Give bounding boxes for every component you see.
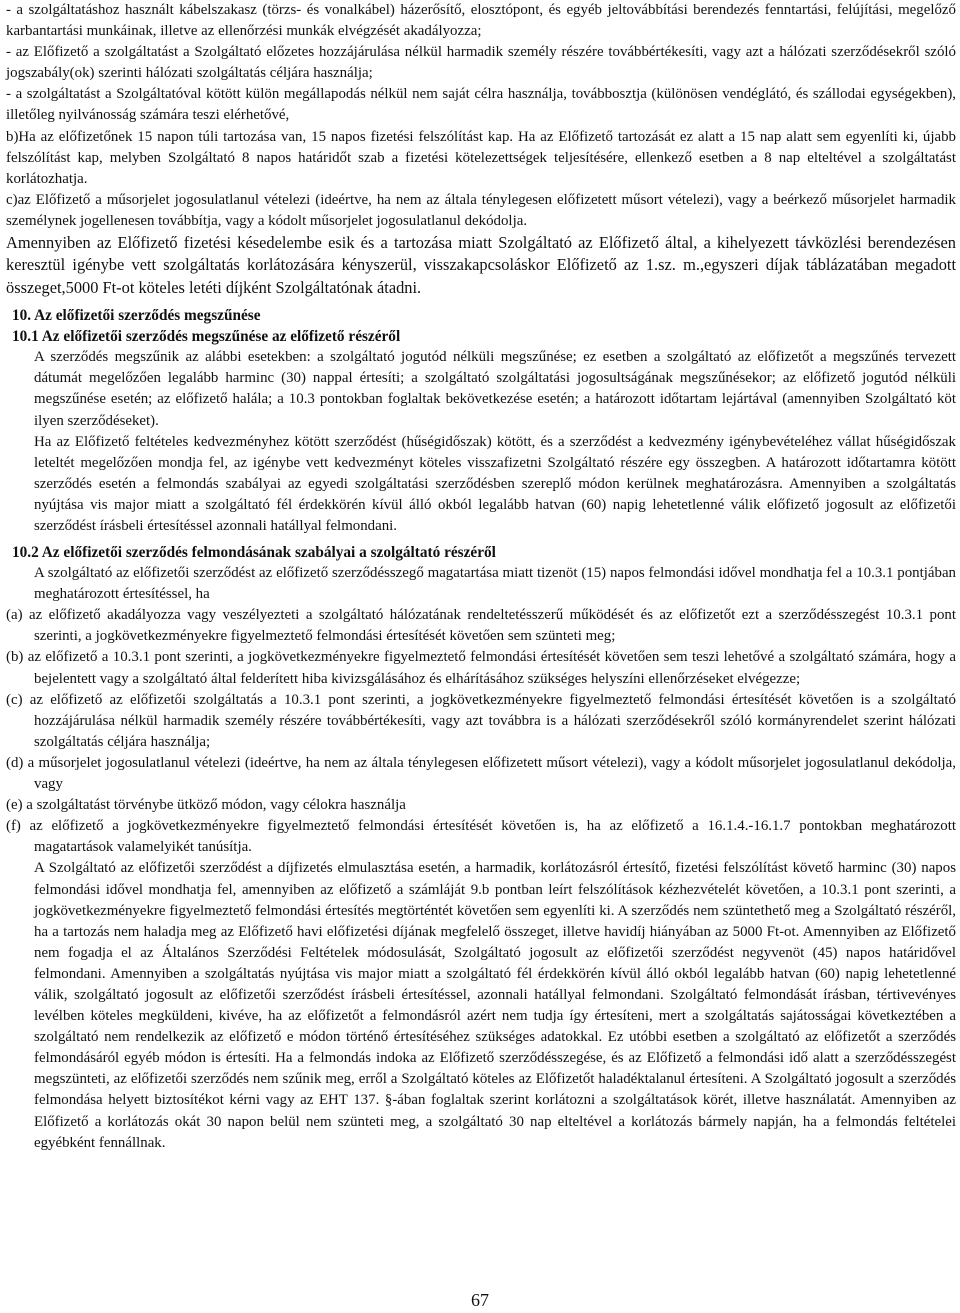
list-item-c: (c) az előfizető az előfizetői szolgáltatás a 10.3.1 pont szerinti, a jogkövetkezményekre figyelmeztető felmondási értesítését követően is a szolgáltató hozzájárulása nélkül harmadik személy részére továbbértékesíti, vagy azt továbbra is a hálózati szerződésekről szóló kormányrendelet szerint hálózati szolgáltatás céljára használja; xyxy=(6,691,956,750)
section-10-1-paragraph: A szerződés megszűnik az alábbi esetekben: a szolgáltató jogutód nélküli megszűnése; ez esetben a szolgáltató az előfizetőt a megszűnés tervezett dátumát megelőzően legalább harminc (30) nappal értesíti; a szolgáltató szolgáltatási jogosultságának megszűnésekor; az előfizető jogutód nélküli megszűnése esetén; az előfizető halála; a 10.3 pontokban foglaltak bekövetkezése esetén; a határozott időtartam lejártával (amennyiben Szolgáltató köt ilyen szerződéseket). xyxy=(34,349,956,429)
bullet-cable-maintenance: - a szolgáltatáshoz használt kábelszakasz (törzs- és vonalkábel) házerősítő, elosztópont, és egyéb jeltovábbítási berendezés fenntartási, felújítási, megelőző karbantartási munkáinak, illetve az ellenőrzési munkák elvégzését akadályozza; xyxy=(6,2,956,40)
section-10-2-heading: 10.2 Az előfizetői szerződés felmondásának szabályai a szolgáltató részéről xyxy=(12,544,496,562)
list-item-f: (f) az előfizető a jogkövetkezményekre figyelmeztető felmondási értesítését követően is, ha az előfizető a 16.1.4.-16.1.7 pontokban meghatározott magatartások valamelyikét tanúsítja. xyxy=(6,818,956,856)
list-item-b: (b) az előfizető a 10.3.1 pont szerinti, a jogkövetkezményekre figyelmeztető felmondási értesítését követően sem teszi lehetővé a szolgáltató számára, hogy a bejelentett vagy a szolgáltató által felderített hiba kivizsgálásához és elhárításához szükséges helyszíni ellenőrzéseket elvégezze; xyxy=(6,649,956,687)
list-item-d: (d) a műsorjelet jogosulatlanul vételezi (ideértve, ha nem az általa ténylegesen előfizetett műsort vételezi), vagy a kódolt műsorjelet jogosulatlanul dekódolja, vagy xyxy=(6,754,956,793)
section-10-2-intro: A szolgáltató az előfizetői szerződést az előfizető szerződésszegő magatartása miatt tizenöt (15) napos felmondási idővel mondhatja fel a 10.3.1 pontjában meghatározott értesítéssel, ha xyxy=(34,565,956,603)
page-number: 67 xyxy=(471,1290,489,1310)
section-10-1-paragraph: Ha az Előfizető feltételes kedvezményhez kötött szerződést (hűségidőszak) kötött, és a szerződést a kedvezmény igénybevételéhez vállat hűségidőszak leteltét megelőzően mondja fel, az igénybe vett kedvezményt köteles visszafizetni Szolgáltató részére egy összegben. A határozott időtartamra kötött szerződés esetén a felmondás szabályai az egyedi szolgáltatási szerződésben szereplő módon kerülnek meghatározásra. Amennyiben a szolgáltatás nyújtása vis major miatt a szolgáltató fél érdekkörén kívül álló okból legalább hatvan (60) napig lehetetlenné válik előfizető jogosult az előfizetői szerződést írásbeli értesítéssel azonnali hatállyal felmondani. xyxy=(34,433,956,534)
section-10-heading: 10. Az előfizetői szerződés megszűnése xyxy=(12,307,261,325)
bullet-resale: - az Előfizető a szolgáltatást a Szolgáltató előzetes hozzájárulása nélkül harmadik személy részére továbbértékesíti, vagy azt a hálózati szerződésekről szóló jogszabály(ok) szerinti hálózati szolgáltatás céljára használja; xyxy=(6,44,956,82)
section-10-1-heading: 10.1 Az előfizetői szerződés megszűnése az előfizető részéről xyxy=(12,328,401,346)
list-item-e: (e) a szolgáltatást törvénybe ütköző módon, vagy célokra használja xyxy=(6,797,406,814)
paragraph-reconnection-fee: Amennyiben az Előfizető fizetési késedelembe esik és a tartozása miatt Szolgáltató az Előfizető által, a kihelyezett távközlési berendezésen keresztül igénybe vett szolgáltatás korlátozására kényszerül, visszakapcsoláskor Előfizető az 1.sz. m.,egyszeri díjak táblázatában megadott összeget,5000 Ft-ot köteles letéti díjként Szolgáltatónak átadni. xyxy=(6,233,956,297)
clause-c-signal-misuse: c)az Előfizető a műsorjelet jogosulatlanul vételezi (ideértve, ha nem az általa ténylegesen előfizetett műsort vételezi), vagy a beérkező műsorjelet harmadik személynek jogellenesen továbbítja, vagy a kódolt műsorjelet jogosulatlanul dekódolja. xyxy=(6,191,956,229)
clause-b-overdue: b)Ha az előfizetőnek 15 napon túli tartozása van, 15 napos fizetési felszólítást kap. Ha az Előfizető tartozását ez alatt a 15 nap alatt sem egyenlíti ki, újabb felszólítást kap, melyben Szolgáltató 8 napos határidőt szab a fizetési kötelezettségek teljesítésére, ellenkező esetben a 8 nap elteltével a szolgáltatást korlátozhatja. xyxy=(6,128,956,187)
document-body xyxy=(6,0,956,1154)
list-item-a: (a) az előfizető akadályozza vagy veszélyezteti a szolgáltató hálózatának rendeltetésszerű működését és az előfizetőt ezt a szerződésszegést 10.3.1 pont szerinti, a jogkövetkezményekre figyelmeztető felmondási értesítését követően sem szünteti meg; xyxy=(6,607,956,645)
bullet-redistribution: - a szolgáltatást a Szolgáltatóval kötött külön megállapodás nélkül nem saját célra használja, továbbosztja (különösen vendéglátó, és szállodai egységekben), illetőleg nyilvánosság számára teszi elérhetővé, xyxy=(6,86,956,124)
section-10-2-closing: A Szolgáltató az előfizetői szerződést a díjfizetés elmulasztása esetén, a harmadik, korlátozásról értesítő, fizetési felszólítást követő harminc (30) napos felmondási idővel mondhatja fel, amennyiben az előfizető a számláját 9.b pontban leírt felszólítások kézhezvételét követően, a 10.3.1 pont szerinti, a jogkövetkezményekre figyelmeztető felmondási értesítés megtörténtét követően sem egyenlíti ki. A szerződés nem szüntethető meg a Szolgáltató részéről, ha a tartozás nem haladja meg az Előfizető havi előfizetési díjának megfelelő összeget, illetve havidíj hiányában az 5000 Ft-ot. Amennyiben az Előfizető nem fogadja el az Általános Szerződési Feltételek módosulását, Szolgáltató jogosult az előfizetői szerződést negyvenöt (45) napos határidővel felmondani. Amennyiben a szolgáltatás nyújtása vis major miatt a szolgáltató fél érdekkörén kívül álló okból legalább hatvan (60) napig lehetetlenné válik, szolgáltató jogosult az előfizetői szerződést írásbeli értesítéssel, azonnali hatállyal felmondani. Szolgáltató felmondását írásban, tértivevényes levélben köteles megküldeni, kivéve, ha az előfizetőt a felmondásról azért nem tudja így értesíteni, mert a szolgáltatás sajátosságai következtében a szolgáltató nem rendelkezik az előfizető e módon történő értesítéséhez szükséges adatokkal. Ez utóbbi esetben a szolgáltató az előfizetőt a szerződés felmondásáról egyéb módon is értesíti. Ha a felmondás indoka az Előfizető szerződésszegése, és az Előfizető a felmondási idő alatt a szerződésszegést megszünteti, az előfizetői szerződés nem szűnik meg, erről a Szolgáltató köteles az Előfizetőt haladéktalanul értesíteni. A Szolgáltató jogosult a szerződés felmondása helyett biztosítékot kérni vagy az EHT 137. §-ában foglaltak szerint korlátozni a szolgáltatások körét, illetve használatát. Amennyiben az Előfizető a korlátozás okát 30 napon belül nem szünteti meg, a szolgáltató 30 nap elteltével a korlátozás bármely napján, ha a felmondás feltételei egyébként fennállnak. xyxy=(34,860,956,1151)
